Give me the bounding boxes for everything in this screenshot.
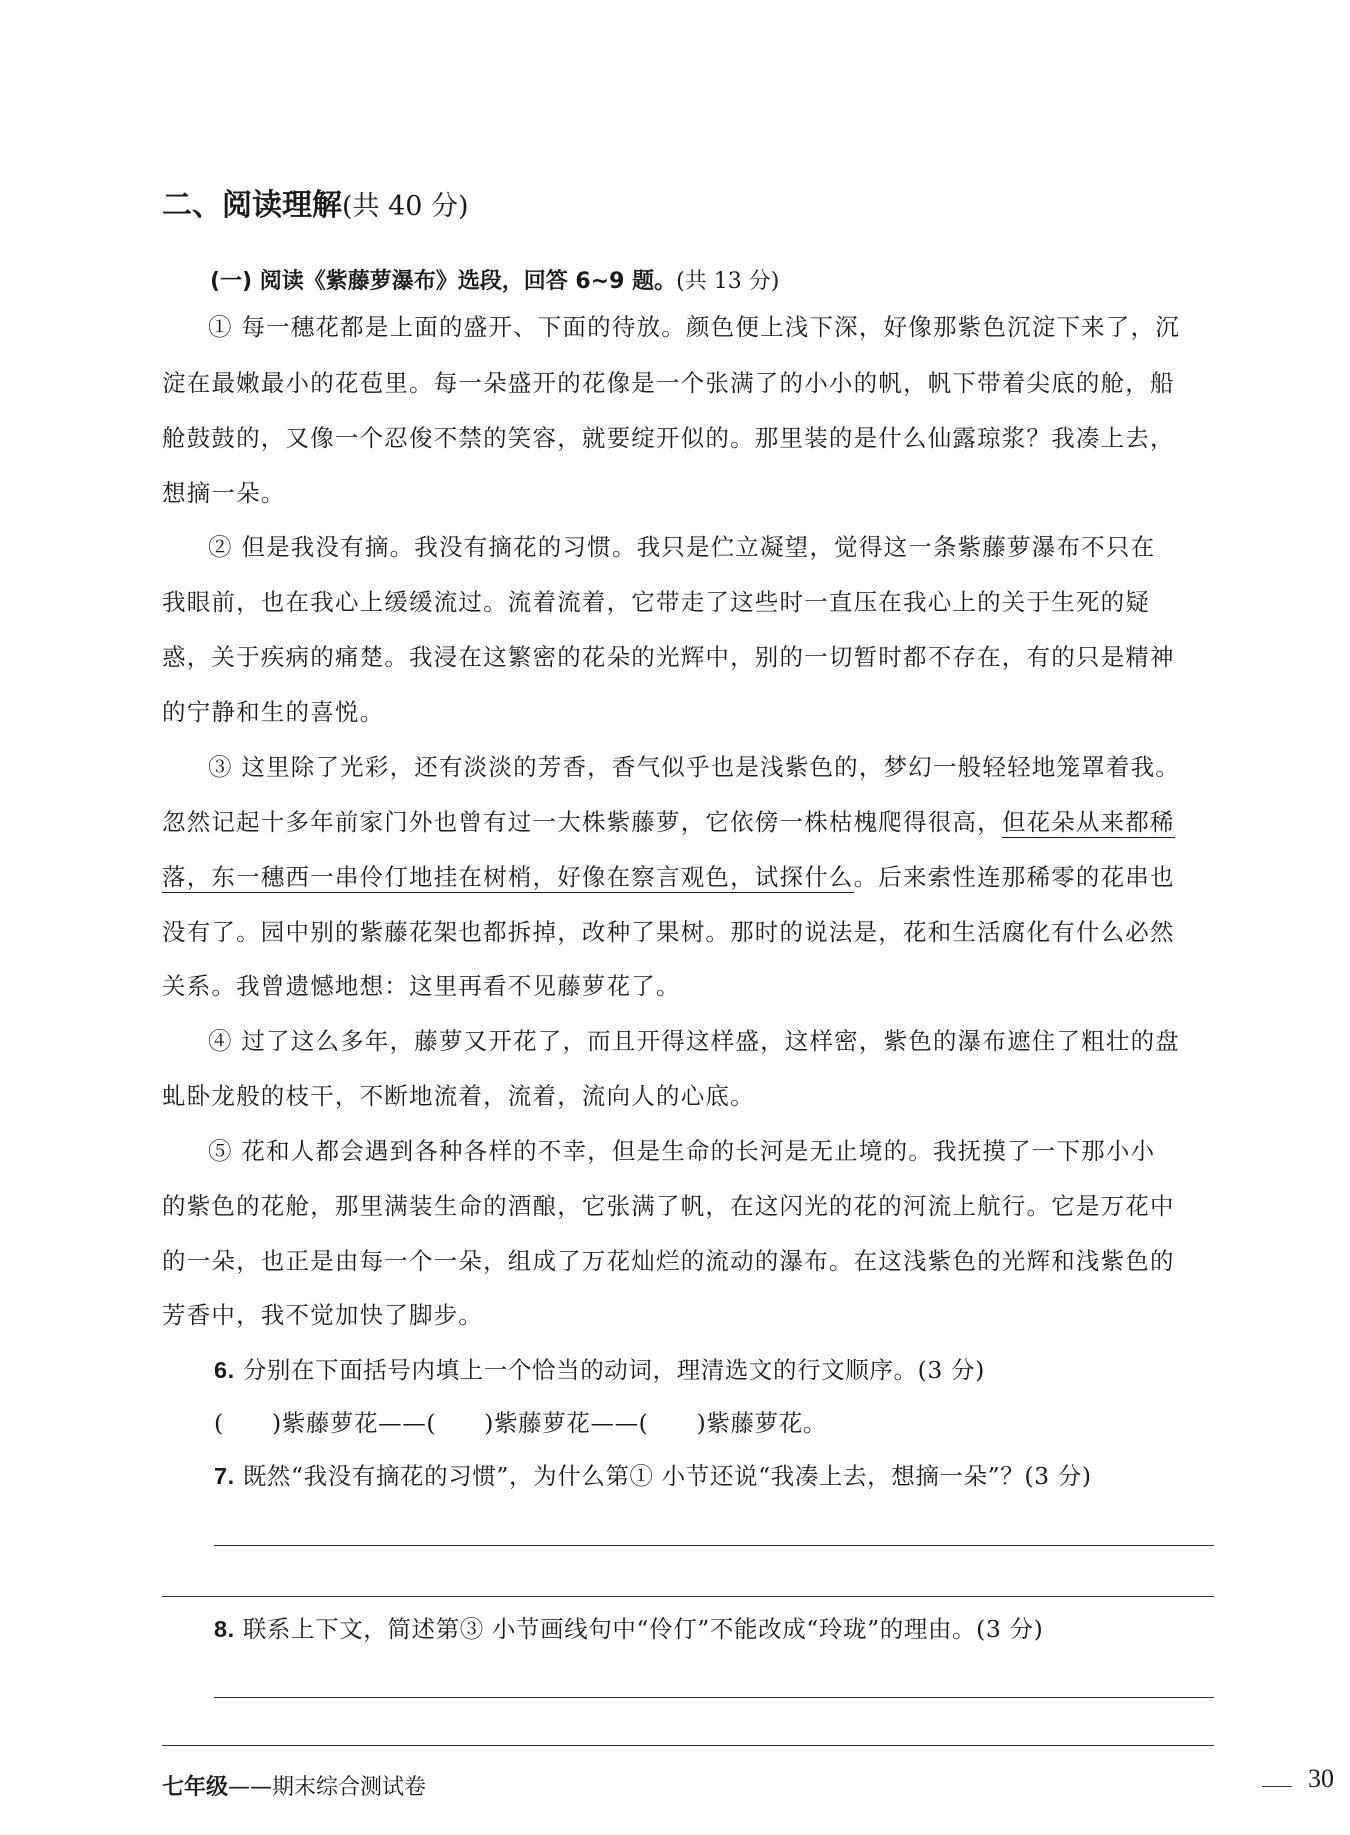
passage-line: 淀在最嫩最小的花苞里。每一朵盛开的花像是一个张满了的小小的帆，帆下带着尖底的舱，船 bbox=[162, 369, 1175, 397]
subsection-heading: (一) 阅读《紫藤萝瀑布》选段，回答 6~9 题。 bbox=[210, 269, 677, 294]
passage-line: 想摘一朵。 bbox=[162, 479, 286, 507]
answer-line[interactable] bbox=[162, 1745, 1214, 1746]
passage-line: ④ 过了这么多年，藤萝又开花了，而且开得这样盛，这样密，紫色的瀑布遮住了粗壮的盘 bbox=[208, 1027, 1180, 1055]
section-heading: 二、阅读理解 bbox=[162, 188, 342, 223]
question-7 bbox=[214, 1458, 1092, 1494]
passage-line: 舱鼓鼓的，又像一个忍俊不禁的笑容，就要绽开似的。那里装的是什么仙露琼浆？我凑上去， bbox=[162, 424, 1175, 452]
page-number: 30 bbox=[1308, 1764, 1334, 1793]
subsection-score: (共 13 分) bbox=[676, 269, 780, 294]
question-8 bbox=[214, 1611, 1043, 1647]
passage-line: 虬卧龙般的枝干，不断地流着，流着，流向人的心底。 bbox=[162, 1082, 755, 1110]
passage-line: 关系。我曾遗憾地想：这里再看不见藤萝花了。 bbox=[162, 972, 681, 1000]
passage-line: ① 每一穗花都是上面的盛开、下面的待放。颜色便上浅下深，好像那紫色沉淀下来了，沉 bbox=[208, 313, 1180, 341]
passage-line: 惑，关于疾病的痛楚。我浸在这繁密的花朵的光辉中，别的一切暂时都不存在，有的只是精神 bbox=[162, 643, 1175, 671]
passage-line bbox=[162, 804, 1175, 840]
question-6-fill-blanks[interactable]: ( )紫藤萝花——( )紫藤萝花——( )紫藤萝花。 bbox=[214, 1409, 827, 1437]
section-title bbox=[162, 186, 469, 227]
passage-line: ② 但是我没有摘。我没有摘花的习惯。我只是伫立凝望，觉得这一条紫藤萝瀑布不只在 bbox=[208, 533, 1156, 561]
footer-title bbox=[162, 1770, 426, 1801]
footer-grade: 七年级 bbox=[162, 1775, 229, 1800]
subsection-title bbox=[210, 264, 779, 300]
passage-line: 的紫色的花舱，那里满装生命的酒酿，它张满了帆，在这闪光的花的河流上航行。它是万花中 bbox=[162, 1192, 1175, 1220]
passage-text: 忽然记起十多年前家门外也曾有过一大株紫藤萝，它依傍一株枯槐爬得很高， bbox=[162, 808, 1002, 836]
question-text: 联系上下文，简述第③ 小节画线句中“伶仃”不能改成“玲珑”的理由。(3 分) bbox=[242, 1615, 1044, 1643]
underlined-sentence: 但花朵从来都稀 bbox=[1001, 808, 1175, 836]
question-text: 既然“我没有摘花的习惯”，为什么第① 小节还说“我凑上去，想摘一朵”？(3 分) bbox=[242, 1462, 1092, 1490]
section-score: (共 40 分) bbox=[342, 191, 469, 222]
passage-line: 我眼前，也在我心上缓缓流过。流着流着，它带走了这些时一直压在我心上的关于生死的疑 bbox=[162, 588, 1150, 616]
passage-line: 的宁静和生的喜悦。 bbox=[162, 698, 385, 726]
answer-line[interactable] bbox=[214, 1697, 1214, 1698]
passage-line: ⑤ 花和人都会遇到各种各样的不幸，但是生命的长河是无止境的。我抚摸了一下那小小 bbox=[208, 1137, 1156, 1165]
passage-text: 。后来索性连那稀零的花串也 bbox=[853, 863, 1175, 891]
passage-line: ③ 这里除了光彩，还有淡淡的芳香，香气似乎也是浅紫色的，梦幻一般轻轻地笼罩着我。 bbox=[208, 753, 1180, 781]
underlined-sentence: 落，东一穗西一串伶仃地挂在树梢，好像在察言观色，试探什么 bbox=[162, 863, 854, 891]
passage-line bbox=[162, 859, 1175, 895]
passage-line: 的一朵，也正是由每一个一朵，组成了万花灿烂的流动的瀑布。在这浅紫色的光辉和浅紫色的 bbox=[162, 1247, 1175, 1275]
question-6 bbox=[214, 1352, 985, 1388]
question-number: 8. bbox=[214, 1616, 235, 1642]
passage-line: 芳香中，我不觉加快了脚步。 bbox=[162, 1301, 484, 1329]
answer-line[interactable] bbox=[214, 1545, 1214, 1546]
footer-exam-title: ——期末综合测试卷 bbox=[228, 1775, 427, 1800]
passage-line: 没有了。园中别的紫藤花架也都拆掉，改种了果树。那时的说法是，花和生活腐化有什么必然 bbox=[162, 918, 1175, 946]
question-number: 7. bbox=[214, 1463, 235, 1489]
question-number: 6. bbox=[214, 1357, 235, 1383]
question-text: 分别在下面括号内填上一个恰当的动词，理清选文的行文顺序。(3 分) bbox=[242, 1356, 985, 1384]
footer-divider bbox=[1262, 1786, 1292, 1787]
answer-line[interactable] bbox=[162, 1596, 1214, 1597]
